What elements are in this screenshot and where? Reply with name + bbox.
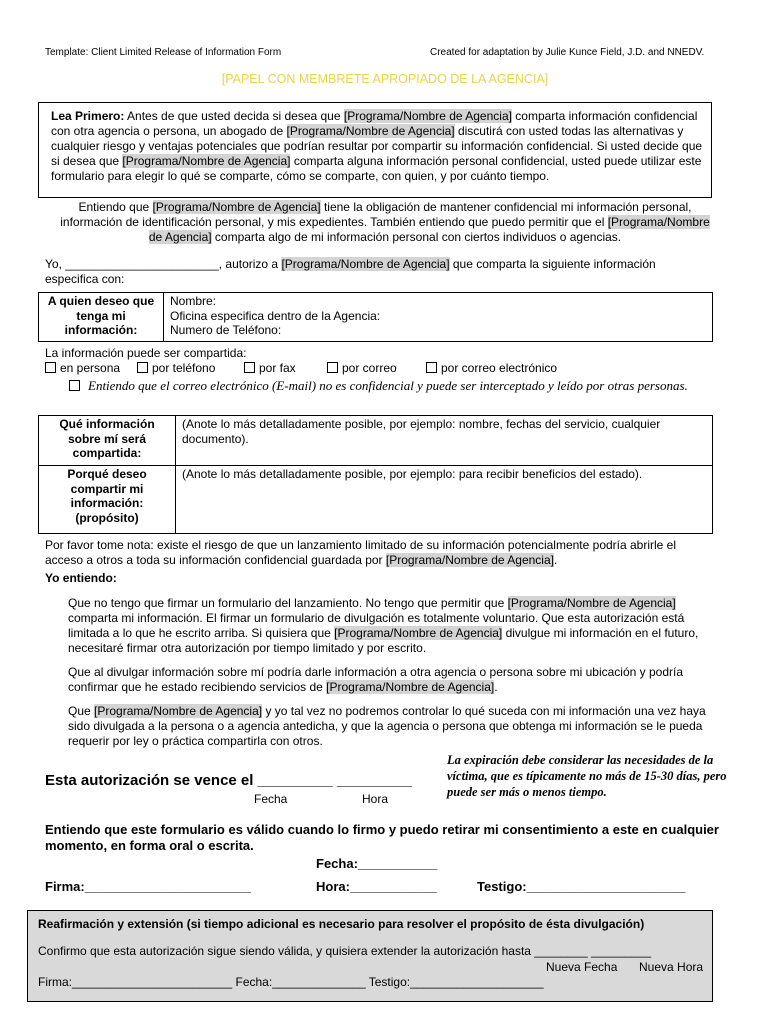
agency-placeholder: [Programa/Nombre de Agencia] [148, 215, 710, 244]
agency-placeholder: [Programa/Nombre de Agencia] [281, 257, 450, 271]
information-table [38, 415, 713, 534]
agency-placeholder: [Programa/Nombre de Agencia] [286, 124, 455, 138]
template-header: Template: Client Limited Release of Information Form [45, 47, 282, 58]
understanding-item-1: Que no tengo que firmar un formulario del lanzamiento. No tengo que permitir que [Programa/Nombre de Agencia] comparta mi información. El firmar un formulario de divulgación es totalmente voluntario. Que esta autorización está limitada a lo que he escrito arriba. Si quisiera que [Programa/Nombre de Agencia] divulgue mi información en el futuro, necesitaré firmar otra autorización por tiempo limitado y por escrito. [68, 596, 699, 655]
sign-date-field[interactable]: Fecha:___________ [316, 856, 438, 871]
agency-placeholder: [Programa/Nombre de Agencia] [343, 109, 512, 123]
share-option-email[interactable]: por correo electrónico [426, 361, 557, 376]
checkbox[interactable] [45, 362, 56, 373]
share-option-phone[interactable]: por teléfono [137, 361, 215, 376]
share-option-mail[interactable]: por correo [327, 361, 397, 376]
recipient-office-field[interactable]: Oficina especifica dentro de la Agencia: [170, 308, 381, 323]
understanding-paragraph: Entiendo que [Programa/Nombre de Agencia] tiene la obligación de mantener confidencial mi información personal, información de identificación personal, y mis expedientes. También entiendo que puedo permitir que el [Programa/Nombre de Agencia] comparta algo de mi información personal con ciertos individuos o agencias. [60, 200, 710, 244]
risk-note: Por favor tome nota: existe el riesgo de que un lanzamiento limitado de su información potencialmente podría abrirle el acceso a otros a toda su información confidencial guardada por [Programa/Nombre de Agencia]. [45, 538, 677, 567]
share-option-in-person[interactable]: en persona [45, 361, 120, 376]
consent-statement: Entiendo que este formulario es válido cuando lo firmo y puedo retirar mi consentimiento a este en cualquier momento, en forma oral o escrita. [45, 822, 719, 853]
recipient-table [38, 292, 713, 342]
info-header: Qué información sobre mí será compartida: [39, 416, 176, 466]
share-option-fax[interactable]: por fax [244, 361, 296, 376]
share-intro: La información puede ser compartida: [45, 346, 247, 360]
expiration-date-label: Fecha [254, 792, 288, 806]
extension-field[interactable]: Confirmo que esta autorización sigue siendo válida, y quisiera extender la autorización hasta ________ _________ [38, 944, 652, 958]
expiration-time-label: Hora [362, 792, 389, 806]
credit-header: Created for adaptation by Julie Kunce Field, J.D. and NNEDV. [430, 47, 705, 58]
checkbox[interactable] [327, 362, 338, 373]
witness-field[interactable]: Testigo:______________________ [477, 879, 686, 894]
agency-placeholder: [Programa/Nombre de Agencia] [122, 154, 291, 168]
new-time-label: Nueva Hora [639, 960, 704, 974]
reaffirmation-box [27, 910, 713, 1002]
new-date-label: Nueva Fecha [546, 960, 618, 974]
agency-placeholder: [Programa/Nombre de Agencia] [334, 626, 503, 640]
agency-placeholder: [Programa/Nombre de Agencia] [152, 200, 321, 214]
email-note: Entiendo que el correo electrónico (E-mail) no es confidencial y puede ser interceptado y leído por otras personas. [55, 377, 695, 395]
info-field[interactable]: (Anote lo más detalladamente posible, por ejemplo: nombre, fechas del servicio, cualquier documento). [176, 416, 713, 466]
purpose-field[interactable]: (Anote lo más detalladamente posible, por ejemplo: para recibir beneficios del estado). [176, 466, 713, 534]
read-first-label: Lea Primero: [51, 109, 125, 123]
read-first-box: Lea Primero: Antes de que usted decida si desea que [Programa/Nombre de Agencia] comparta información confidencial con otra agencia o persona, un abogado de [Programa/Nombre de Agencia] discutirá con usted todas las alternativas y cualquier riesgo y ventajas potenciales que podrían resultar por compartir su información confidencial. Si usted decide que si desea que [Programa/Nombre de Agencia] comparta alguna información personal confidencial, usted puede utilizar este formulario para elegir lo qué se comparte, cómo se comparte, con quien, y por cuánto tiempo. [38, 102, 712, 198]
recipient-phone-field[interactable]: Numero de Teléfono: [170, 323, 282, 337]
recipient-header: A quien deseo que tenga mi información: [39, 293, 164, 342]
agency-placeholder: [Programa/Nombre de Agencia] [507, 596, 676, 610]
understanding-item-3: Que [Programa/Nombre de Agencia] y yo tal vez no podremos controlar lo qué suceda con mi información una vez haya sido divulgada a la persona o a agencia antedicha, y que la agencia o persona que obtenga mi información se le pueda requerir por ley o práctica compartirla con otros. [68, 704, 706, 748]
agency-placeholder: [Programa/Nombre de Agencia] [94, 704, 263, 718]
understanding-item-2: Que al divulgar información sobre mí podría darle información a otra agencia o persona sobre mi ubicación y podría confirmar que he estado recibiendo servicios de [Programa/Nombre de Agencia]. [68, 665, 683, 694]
checkbox[interactable] [426, 362, 437, 373]
authorization-statement: Yo, _______________________, autorizo a [Programa/Nombre de Agencia] que comparta la siguiente información especifica con: [45, 257, 656, 286]
reaffirmation-title: Reafirmación y extensión (si tiempo adicional es necesario para resolver el propósito de ésta divulgación) [38, 917, 645, 931]
agency-placeholder: [Programa/Nombre de Agencia] [385, 553, 554, 567]
recipient-name-field[interactable]: Nombre: [170, 294, 217, 308]
sign-time-field[interactable]: Hora:____________ [316, 879, 437, 894]
agency-placeholder: [Programa/Nombre de Agencia] [326, 680, 495, 694]
purpose-header: Porqué deseo compartir mi información: (propósito) [39, 466, 176, 534]
checkbox[interactable] [137, 362, 148, 373]
checkbox[interactable] [244, 362, 255, 373]
understanding-heading: Yo entiendo: [45, 571, 117, 585]
reaffirmation-signature-line[interactable]: Firma:________________________ Fecha:______________ Testigo:____________________ [38, 975, 544, 989]
signature-field[interactable]: Firma:_______________________ [45, 879, 252, 894]
expiration-note: La expiración debe considerar las necesidades de la víctima, que es típicamente no más de 15-30 días, pero puede ser más o menos tiempo. [447, 753, 727, 799]
recipient-fields [164, 293, 713, 342]
checkbox[interactable] [69, 380, 80, 391]
letterhead-banner: [PAPEL CON MEMBRETE APROPIADO DE LA AGENCIA] [221, 72, 549, 86]
expiration-field[interactable]: Esta autorización se vence el _________ _________ [45, 772, 412, 789]
